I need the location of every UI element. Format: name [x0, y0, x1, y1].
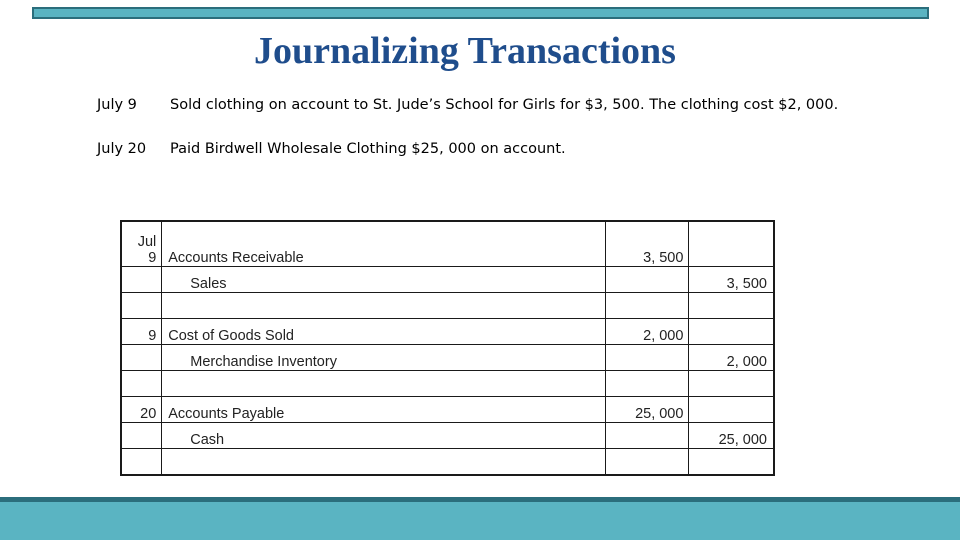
account-name: Sales	[190, 276, 227, 292]
date-cell	[121, 345, 162, 371]
date-cell	[121, 293, 162, 319]
transaction-description: Sold clothing on account to St. Jude’s School for Girls for $3, 500. The clothing cost $2, 000.	[170, 97, 839, 113]
date-cell: 9	[121, 319, 162, 345]
transaction-date: July 20	[97, 141, 147, 157]
account-name: Cash	[190, 432, 225, 448]
credit-cell	[689, 371, 774, 397]
account-cell: Accounts Payable	[162, 397, 606, 423]
date-cell	[121, 449, 162, 476]
credit-cell: 2, 000	[689, 345, 774, 371]
transaction-description: Paid Birdwell Wholesale Clothing $25, 000 on account.	[170, 141, 566, 157]
table-row	[121, 423, 774, 449]
debit-cell	[605, 267, 689, 293]
debit-cell	[605, 449, 689, 476]
general-journal-table	[120, 220, 775, 476]
table-row	[121, 293, 774, 319]
table-row	[121, 319, 774, 345]
credit-cell: 3, 500	[689, 267, 774, 293]
date-cell	[121, 423, 162, 449]
account-cell	[162, 371, 606, 397]
debit-cell: 25, 000	[605, 397, 689, 423]
table-row	[121, 371, 774, 397]
date-month: Jul	[137, 234, 157, 250]
account-cell	[162, 345, 606, 371]
account-cell: Cost of Goods Sold	[162, 319, 606, 345]
top-accent-bar	[32, 7, 929, 19]
account-cell	[162, 267, 606, 293]
table-row	[121, 345, 774, 371]
debit-cell: 3, 500	[605, 221, 689, 267]
table-row	[121, 397, 774, 423]
date-cell	[121, 221, 162, 267]
date-cell	[121, 371, 162, 397]
debit-cell	[605, 293, 689, 319]
account-name: Merchandise Inventory	[190, 354, 337, 370]
account-cell	[162, 423, 606, 449]
credit-cell: 25, 000	[689, 423, 774, 449]
account-cell	[162, 449, 606, 476]
date-cell	[121, 267, 162, 293]
debit-cell	[605, 371, 689, 397]
debit-cell	[605, 423, 689, 449]
table-row	[121, 449, 774, 476]
debit-cell	[605, 345, 689, 371]
table-row	[121, 221, 774, 267]
page-title: Journalizing Transactions	[254, 30, 676, 72]
date-cell: 20	[121, 397, 162, 423]
credit-cell	[689, 397, 774, 423]
account-cell: Accounts Receivable	[162, 221, 606, 267]
credit-cell	[689, 449, 774, 476]
table-row	[121, 267, 774, 293]
account-cell	[162, 293, 606, 319]
bottom-accent-bar	[0, 497, 960, 540]
date-day: 9	[148, 250, 157, 266]
debit-cell: 2, 000	[605, 319, 689, 345]
credit-cell	[689, 319, 774, 345]
credit-cell	[689, 221, 774, 267]
transaction-date: July 9	[97, 97, 137, 113]
credit-cell	[689, 293, 774, 319]
